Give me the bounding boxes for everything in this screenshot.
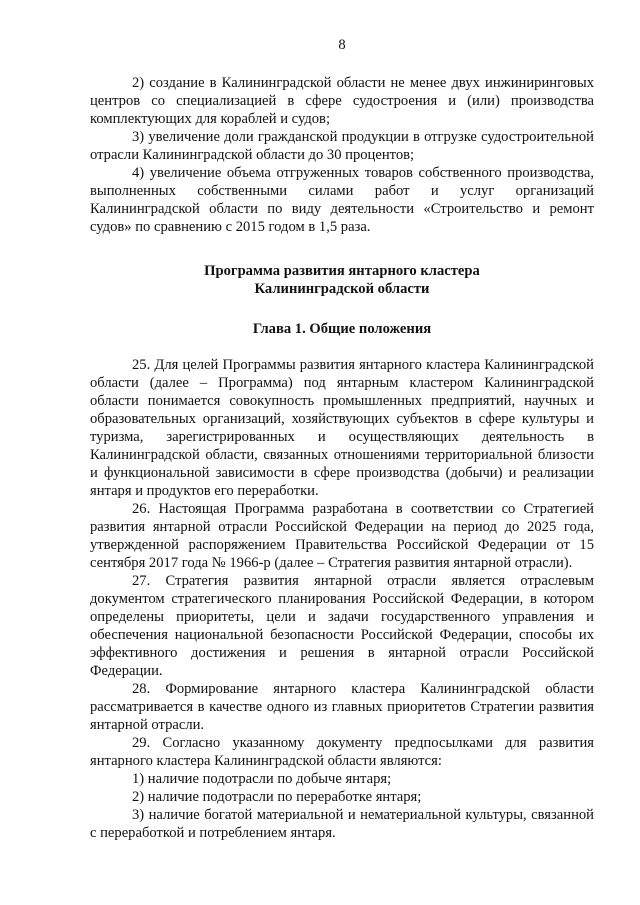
chapter-title: Глава 1. Общие положения xyxy=(252,321,432,337)
intro-item-2: 2) создание в Калининградской области не менее двух инжиниринговых центров со специализацией в сфере судостроения и (или) производства комплектующих для кораблей и судов; xyxy=(90,75,594,127)
intro-item-4: 4) увеличение объема отгруженных товаров собственного производства, выполненных собственными силами работ и услуг организаций Калининградской области по виду деятельности «Строительство и ремонт судов» по сравнению с 2015 годом в 1,5 раза. xyxy=(90,165,594,235)
paragraph-26: 26. Настоящая Программа разработана в соответствии со Стратегией развития янтарной отрасли Российской Федерации на период до 2025 года, утвержденной распоряжением Правительства Российской Федерации от 15 сентября 2017 года № 1966-р (далее – Стратегия развития янтарной отрасли). xyxy=(90,501,594,571)
paragraph-25: 25. Для целей Программы развития янтарного кластера Калининградской области (далее – Программа) под янтарным кластером Калининградской области понимается совокупность промышленных предприятий, научных и образовательных организаций, хозяйствующих субъектов в сфере культуры и туризма, зарегистрированных и осуществляющих деятельность в Калининградской области, связанных отношениями территориальной близости и функциональной зависимости в сфере производства (добычи) и реализации янтаря и продуктов его переработки. xyxy=(90,357,594,499)
page-number: 8 xyxy=(338,37,346,53)
program-title xyxy=(90,262,594,298)
paragraph-29: 29. Согласно указанному документу предпосылками для развития янтарного кластера Калининградской области являются: xyxy=(90,735,594,769)
paragraph-27: 27. Стратегия развития янтарной отрасли является отраслевым документом стратегического планирования Российской Федерации, в котором определены приоритеты, цели и задачи государственного управления и обеспечения национальной безопасности Российской Федерации, способы их эффективного достижения и решения в янтарной отрасли Российской Федерации. xyxy=(90,573,594,679)
prerequisite-item-3: 3) наличие богатой материальной и нематериальной культуры, связанной с переработкой и потреблением янтаря. xyxy=(90,807,594,841)
prerequisite-item-1: 1) наличие подотрасли по добыче янтаря; xyxy=(132,771,392,787)
program-title-line1: Программа развития янтарного кластера xyxy=(204,263,480,279)
program-title-line2: Калининградской области xyxy=(254,281,430,297)
paragraph-28: 28. Формирование янтарного кластера Калининградской области рассматривается в качестве одного из главных приоритетов Стратегии развития янтарной отрасли. xyxy=(90,681,594,733)
intro-item-3: 3) увеличение доли гражданской продукции в отгрузке судостроительной отрасли Калининградской области до 30 процентов; xyxy=(90,129,594,163)
prerequisite-item-2: 2) наличие подотрасли по переработке янтаря; xyxy=(132,789,422,805)
